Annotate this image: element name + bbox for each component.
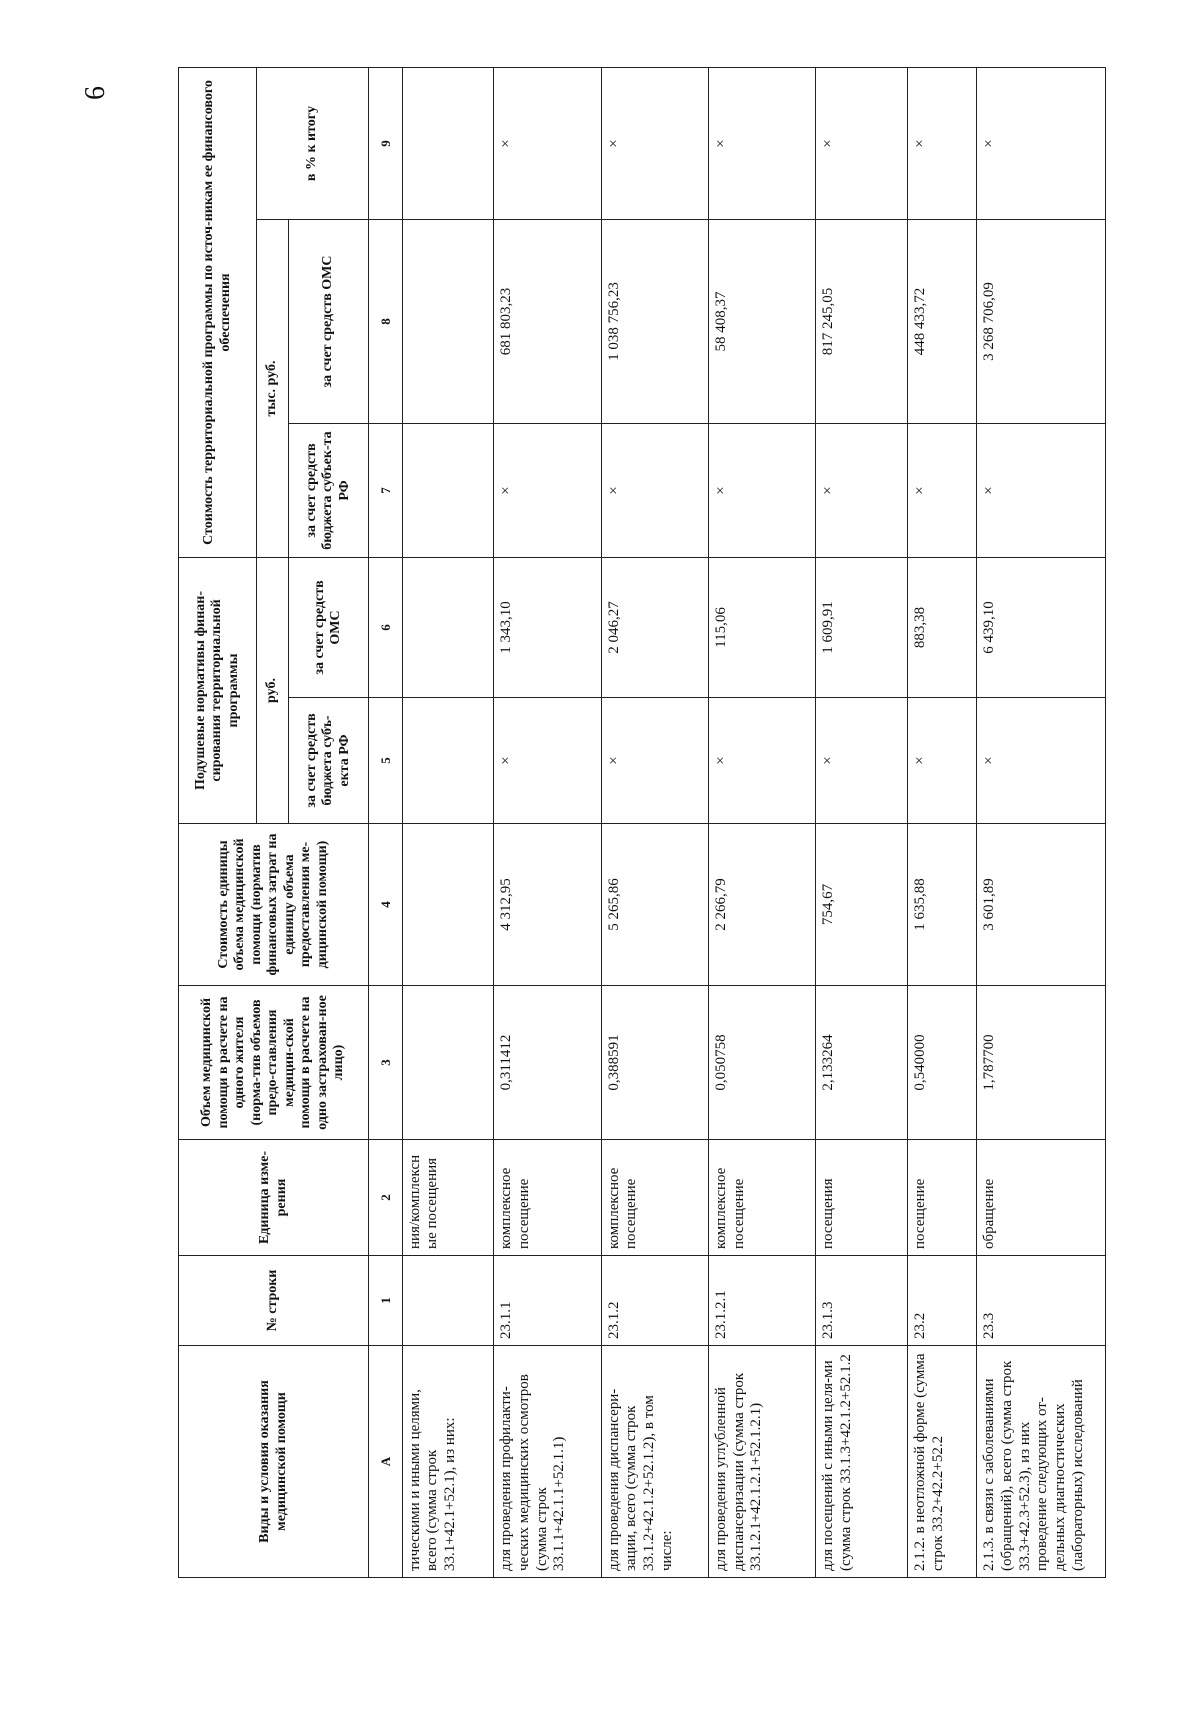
row-oms-rub: 1 609,91 <box>816 558 908 698</box>
row-volume: 0,050758 <box>708 986 815 1140</box>
row-oms-thous: 58 408,37 <box>708 220 815 424</box>
row-budget-thous: × <box>708 424 815 558</box>
row-budget-rub: × <box>494 698 601 824</box>
row-volume <box>402 986 494 1140</box>
row-unit: комплексное посещение <box>708 1140 815 1256</box>
row-budget-rub: × <box>601 698 708 824</box>
row-budget-thous: × <box>977 424 1106 558</box>
col-number: 9 <box>369 67 403 219</box>
row-kind-text: для проведения профилакти-ческих медицинских осмотров (сумма строк 33.1.1+42.1.1+52.1.1) <box>494 1346 601 1578</box>
row-budget-rub: × <box>977 698 1106 824</box>
row-number: 23.1.1 <box>494 1256 601 1346</box>
col-number: А <box>369 1346 403 1578</box>
col-number: 7 <box>369 424 403 558</box>
row-percent: × <box>494 67 601 219</box>
column-numbers-row <box>369 67 403 1577</box>
col-number: 8 <box>369 220 403 424</box>
header-rub: руб. <box>257 558 288 824</box>
row-percent: × <box>977 67 1106 219</box>
row-budget-rub: × <box>708 698 815 824</box>
row-volume: 0,388591 <box>601 986 708 1140</box>
row-unit-cost: 5 265,86 <box>601 824 708 986</box>
header-budget-rub: за счет средств бюджета субъ-екта РФ <box>288 698 368 824</box>
row-oms-rub: 6 439,10 <box>977 558 1106 698</box>
table-row <box>907 67 976 1577</box>
row-kind-text: для проведения углубленной диспансеризации (сумма строк 33.1.2.1+42.1.2.1+52.1.2.1) <box>708 1346 815 1578</box>
row-number: 23.1.2.1 <box>708 1256 815 1346</box>
row-unit-cost <box>402 824 494 986</box>
row-unit: посещение <box>907 1140 976 1256</box>
header-oms-rub: за счет средств ОМС <box>288 558 368 698</box>
row-percent: × <box>601 67 708 219</box>
row-budget-thous: × <box>907 424 976 558</box>
row-unit-cost: 4 312,95 <box>494 824 601 986</box>
row-oms-thous: 681 803,23 <box>494 220 601 424</box>
header-volume: Объем медицинской помощи в расчете на одного жителя (норма-тив объемов предо-ставления медицин-ской помощи в расчете на одно застрахован-ное лицо) <box>179 986 369 1140</box>
row-unit-cost: 2 266,79 <box>708 824 815 986</box>
row-percent <box>402 67 494 219</box>
table-row <box>977 67 1106 1577</box>
row-oms-rub: 1 343,10 <box>494 558 601 698</box>
row-unit-cost: 1 635,88 <box>907 824 976 986</box>
row-budget-rub <box>402 698 494 824</box>
row-oms-rub: 2 046,27 <box>601 558 708 698</box>
row-kind-text: для посещений с иными целя-ми (сумма строк 33.1.3+42.1.2+52.1.2 <box>816 1346 908 1578</box>
header-thous-rub: тыс. руб. <box>257 220 288 558</box>
header-oms-thous: за счет средств ОМС <box>288 220 368 424</box>
col-number: 6 <box>369 558 403 698</box>
row-percent: × <box>816 67 908 219</box>
row-budget-thous <box>402 424 494 558</box>
row-oms-thous: 1 038 756,23 <box>601 220 708 424</box>
header-unit: Единица изме-рения <box>179 1140 369 1256</box>
col-number: 2 <box>369 1140 403 1256</box>
row-oms-thous: 448 433,72 <box>907 220 976 424</box>
table-row <box>402 67 494 1577</box>
row-budget-thous: × <box>816 424 908 558</box>
row-number: 23.1.2 <box>601 1256 708 1346</box>
row-percent: × <box>907 67 976 219</box>
row-number <box>402 1256 494 1346</box>
row-oms-rub: 883,38 <box>907 558 976 698</box>
table-row <box>601 67 708 1577</box>
page-number: 6 <box>80 86 111 100</box>
row-unit: комплексное посещение <box>494 1140 601 1256</box>
row-unit: ния/комплексн ые посещения <box>402 1140 494 1256</box>
row-volume: 0,311412 <box>494 986 601 1140</box>
financing-table <box>178 67 1106 1578</box>
row-oms-rub <box>402 558 494 698</box>
row-kind-text: для проведения диспансери-зации, всего (сумма строк 33.1.2+42.1.2+52.1.2), в том числе: <box>601 1346 708 1578</box>
row-unit-cost: 754,67 <box>816 824 908 986</box>
row-unit: посещения <box>816 1140 908 1256</box>
row-budget-thous: × <box>601 424 708 558</box>
row-kind-text: 2.1.2. в неотложной форме (сумма строк 33.2+42.2+52.2 <box>907 1346 976 1578</box>
row-oms-thous: 3 268 706,09 <box>977 220 1106 424</box>
row-kind-text: 2.1.3. в связи с заболеваниями (обращений), всего (сумма строк 33.3+42.3+52.3), из них проведение следующих от-дельных диагностических (лабораторных) исследований <box>977 1346 1106 1578</box>
row-budget-rub: × <box>816 698 908 824</box>
row-kind-text: тическими и иными целями, всего (сумма строк 33.1+42.1+52.1), из них: <box>402 1346 494 1578</box>
col-number: 5 <box>369 698 403 824</box>
col-number: 1 <box>369 1256 403 1346</box>
header-kinds: Виды и условия оказания медицинской помощи <box>179 1346 369 1578</box>
rotated-table-wrapper <box>178 68 1106 1578</box>
row-volume: 0,540000 <box>907 986 976 1140</box>
header-unit-cost: Стоимость единицы объема медицинской помощи (норматив финансовых затрат на единицу объема предоставления ме-дицинской помощи) <box>179 824 369 986</box>
col-number: 4 <box>369 824 403 986</box>
row-budget-rub: × <box>907 698 976 824</box>
table-row <box>708 67 815 1577</box>
row-volume: 1,787700 <box>977 986 1106 1140</box>
row-unit: обращение <box>977 1140 1106 1256</box>
header-budget-thous: за счет средств бюджета субъек-та РФ <box>288 424 368 558</box>
row-number: 23.3 <box>977 1256 1106 1346</box>
header-per-capita-norms: Подушевые нормативы финан-сирования территориальной программы <box>179 558 257 824</box>
row-unit-cost: 3 601,89 <box>977 824 1106 986</box>
header-program-cost: Стоимость территориальной программы по источ-никам ее финансового обеспечения <box>179 67 257 557</box>
table-body <box>402 67 1105 1577</box>
row-number: 23.2 <box>907 1256 976 1346</box>
row-oms-thous: 817 245,05 <box>816 220 908 424</box>
header-percent: в % к итогу <box>257 67 369 219</box>
header-row-no: № строки <box>179 1256 369 1346</box>
row-percent: × <box>708 67 815 219</box>
row-volume: 2,133264 <box>816 986 908 1140</box>
row-budget-thous: × <box>494 424 601 558</box>
table-row <box>816 67 908 1577</box>
row-oms-rub: 115,06 <box>708 558 815 698</box>
table-row <box>494 67 601 1577</box>
row-oms-thous <box>402 220 494 424</box>
col-number: 3 <box>369 986 403 1140</box>
row-number: 23.1.3 <box>816 1256 908 1346</box>
row-unit: комплексное посещение <box>601 1140 708 1256</box>
